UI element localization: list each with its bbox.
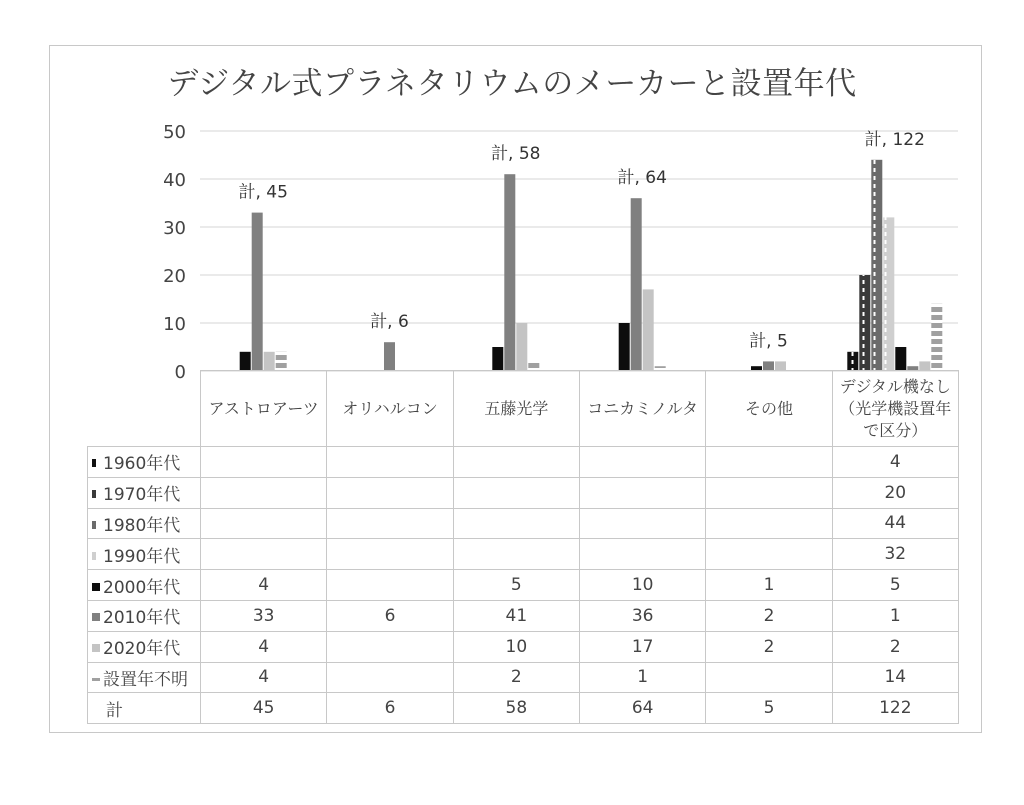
totals-row <box>88 693 959 724</box>
table-cell <box>453 539 579 570</box>
table-cell: 33 <box>201 600 327 631</box>
total-annotation: 計, 64 <box>617 168 667 189</box>
table-cell: 17 <box>579 631 705 662</box>
y-tick-label: 20 <box>163 266 186 287</box>
bar-plot <box>0 0 1024 380</box>
bar <box>516 323 527 371</box>
table-row <box>88 662 959 693</box>
total-cell: 5 <box>706 693 832 724</box>
table-row <box>88 600 959 631</box>
bar <box>847 352 858 371</box>
series-name: 2020年代 <box>103 639 181 660</box>
table-cell <box>706 508 832 539</box>
series-label <box>88 631 201 662</box>
y-tick-label: 10 <box>163 314 186 335</box>
table-cell: 44 <box>832 508 958 539</box>
legend-key <box>92 459 100 467</box>
bars <box>240 160 943 371</box>
table-cell: 2 <box>832 631 958 662</box>
series-name: 1970年代 <box>103 485 181 506</box>
table-corner <box>88 371 201 447</box>
series-name: 1960年代 <box>103 454 181 475</box>
chart-title: デジタル式プラネタリウムのメーカーと設置年代 <box>167 66 857 102</box>
table-cell <box>327 477 453 508</box>
legend-key <box>92 552 100 560</box>
table-cell <box>327 447 453 478</box>
bar <box>895 347 906 371</box>
category-label: コニカミノルタ <box>579 371 705 447</box>
table-cell <box>706 662 832 693</box>
total-annotation: 計, 58 <box>491 144 541 165</box>
table-cell <box>706 477 832 508</box>
table-cell <box>579 477 705 508</box>
total-annotations <box>238 130 924 352</box>
category-label: その他 <box>706 371 832 447</box>
table-cell <box>327 662 453 693</box>
total-annotation: 計, 6 <box>370 312 409 333</box>
table-cell: 32 <box>832 539 958 570</box>
series-name: 1990年代 <box>103 546 181 567</box>
table-cell: 14 <box>832 662 958 693</box>
series-label <box>88 539 201 570</box>
legend-key <box>92 678 100 681</box>
table-cell: 4 <box>201 662 327 693</box>
table-row <box>88 508 959 539</box>
category-label: 五藤光学 <box>453 371 579 447</box>
total-cell: 45 <box>201 693 327 724</box>
bar <box>643 289 654 371</box>
table-cell: 36 <box>579 600 705 631</box>
table-cell <box>327 539 453 570</box>
table-row <box>88 447 959 478</box>
total-annotation: 計, 5 <box>749 331 788 352</box>
series-label <box>88 570 201 601</box>
table-cell <box>201 447 327 478</box>
bar <box>619 323 630 371</box>
table-cell <box>579 539 705 570</box>
bar <box>871 160 882 371</box>
totals-label: 計 <box>88 693 201 724</box>
bar <box>631 198 642 371</box>
gridlines <box>200 131 958 371</box>
series-label <box>88 662 201 693</box>
table-cell: 4 <box>201 631 327 662</box>
bar <box>276 352 287 371</box>
bar <box>931 304 942 371</box>
table-cell: 2 <box>706 631 832 662</box>
table-cell <box>327 570 453 601</box>
y-tick-label: 40 <box>163 170 186 191</box>
bar <box>504 174 515 371</box>
y-tick-label: 0 <box>174 362 186 380</box>
table-row <box>88 570 959 601</box>
total-cell: 64 <box>579 693 705 724</box>
table-cell: 1 <box>579 662 705 693</box>
bar <box>859 275 870 371</box>
bar <box>883 217 894 371</box>
table-cell <box>327 631 453 662</box>
table-cell <box>201 539 327 570</box>
total-cell: 122 <box>832 693 958 724</box>
table-cell <box>453 477 579 508</box>
table-cell: 2 <box>453 662 579 693</box>
y-tick-label: 30 <box>163 218 186 239</box>
y-tick-label: 50 <box>163 122 186 143</box>
y-axis <box>163 122 186 380</box>
category-label: オリハルコン <box>327 371 453 447</box>
table-cell <box>201 508 327 539</box>
legend-key <box>92 583 100 591</box>
table-cell <box>453 447 579 478</box>
bar <box>492 347 503 371</box>
table-header-row <box>88 371 959 447</box>
table-cell <box>706 539 832 570</box>
table-row <box>88 477 959 508</box>
table-cell: 20 <box>832 477 958 508</box>
table-row <box>88 631 959 662</box>
series-label <box>88 477 201 508</box>
data-table <box>87 370 959 724</box>
table-cell: 1 <box>832 600 958 631</box>
table-cell: 5 <box>832 570 958 601</box>
series-label <box>88 508 201 539</box>
table-cell <box>453 508 579 539</box>
table-cell: 1 <box>706 570 832 601</box>
table-cell: 4 <box>201 570 327 601</box>
legend-key <box>92 521 100 529</box>
table-cell: 10 <box>579 570 705 601</box>
series-label <box>88 447 201 478</box>
table-cell <box>201 477 327 508</box>
table-cell: 6 <box>327 600 453 631</box>
category-label: デジタル機なし（光学機設置年で区分） <box>832 371 958 447</box>
bar <box>240 352 251 371</box>
table-cell <box>579 508 705 539</box>
bar <box>252 213 263 371</box>
total-cell: 58 <box>453 693 579 724</box>
table-cell <box>579 447 705 478</box>
series-label <box>88 600 201 631</box>
table-cell: 10 <box>453 631 579 662</box>
table-cell: 41 <box>453 600 579 631</box>
table-cell: 2 <box>706 600 832 631</box>
legend-key <box>92 490 100 498</box>
series-name: 2000年代 <box>103 577 181 598</box>
legend-key <box>92 644 100 652</box>
bar <box>264 352 275 371</box>
table-cell <box>327 508 453 539</box>
series-name: 設置年不明 <box>103 669 188 690</box>
legend-key <box>92 613 100 621</box>
category-label: アストロアーツ <box>201 371 327 447</box>
total-annotation: 計, 122 <box>864 129 925 150</box>
bar <box>384 342 395 371</box>
table-cell: 4 <box>832 447 958 478</box>
table-cell <box>706 447 832 478</box>
total-cell: 6 <box>327 693 453 724</box>
total-annotation: 計, 45 <box>238 182 288 203</box>
series-name: 1980年代 <box>103 515 181 536</box>
table-row <box>88 539 959 570</box>
table-cell: 5 <box>453 570 579 601</box>
series-name: 2010年代 <box>103 608 181 629</box>
